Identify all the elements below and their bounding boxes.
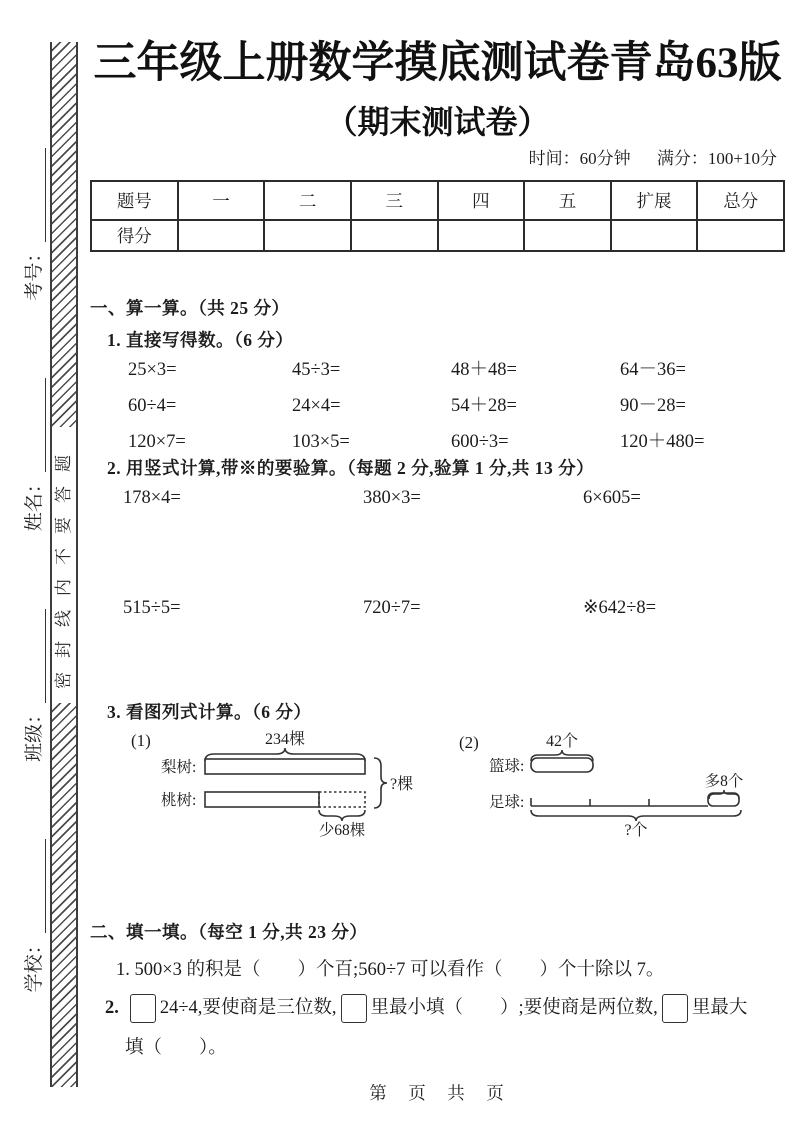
- sub1-heading: 1. 直接写得数。（6 分）: [107, 330, 294, 350]
- score-blank-cell: [178, 220, 265, 251]
- column-calc-row-2: [90, 596, 785, 620]
- page-footer: 第 页 共 页: [369, 1083, 506, 1103]
- score-blank-cell: [438, 220, 525, 251]
- item2-segment-2: 里最小填（ ）;要使商是两位数,: [370, 998, 658, 1018]
- score-blank-cell: [611, 220, 698, 251]
- math-problem: ※642÷8=: [583, 598, 657, 618]
- math-problem: 45÷3=: [292, 360, 341, 380]
- score-table-header-row: [91, 181, 784, 220]
- digit-blank-box-1: [130, 994, 156, 1023]
- peach-tree-bar-dashed: [319, 792, 365, 807]
- football-extra-box: [708, 793, 739, 806]
- pear-tree-bar: [205, 759, 365, 774]
- field-exam-number-label: 考号：: [23, 243, 45, 301]
- sub3-heading: 3. 看图列式计算。（6 分）: [107, 702, 312, 722]
- score-column-header: 五: [524, 181, 611, 220]
- field-name-blank-line: [23, 378, 46, 472]
- math-problem: 120×7=: [128, 432, 186, 452]
- diagram-balls: [451, 728, 781, 840]
- item2-number: 2.: [105, 998, 119, 1018]
- seal-hatch-top: [52, 42, 76, 427]
- seal-hatch-bottom: [52, 703, 76, 1088]
- seal-text: 密封线内不要答题: [54, 440, 73, 689]
- fill-blank-item-2-continuation: 填（ ）。: [125, 1038, 227, 1058]
- math-problem: 120＋480=: [620, 432, 705, 452]
- score-blank-cell: [264, 220, 351, 251]
- field-name: [19, 378, 46, 531]
- math-problem: 103×5=: [292, 432, 350, 452]
- diagram2-question-label: ?个: [624, 822, 648, 839]
- score-table: [90, 180, 785, 252]
- overbrace-more8: [709, 790, 739, 799]
- seal-line-band: [50, 42, 78, 1087]
- underbrace-less: [319, 810, 365, 821]
- score-blank-cell: [351, 220, 438, 251]
- peach-tree-label: 桃树:: [161, 792, 197, 809]
- sub2-heading: 2. 用竖式计算,带※的要验算。（每题 2 分,验算 1 分,共 13 分）: [107, 458, 595, 478]
- math-problem: 720÷7=: [363, 598, 421, 618]
- diagram1-diff-label: 少68棵: [318, 822, 366, 839]
- score-column-header: 四: [438, 181, 525, 220]
- page-subtitle: （期末测试卷）: [325, 104, 550, 140]
- section-two-heading: 二、填一填。（每空 1 分,共 23 分）: [90, 922, 368, 942]
- time-limit: 时间：60分钟: [528, 149, 631, 168]
- peach-tree-bar-solid: [205, 792, 319, 807]
- diagram-trees: [131, 728, 431, 840]
- main-content: [90, 0, 785, 1060]
- full-score: 满分：100+10分: [656, 149, 777, 168]
- score-column-header: 扩展: [611, 181, 698, 220]
- pear-tree-label: 梨树:: [161, 759, 197, 776]
- math-problem: 600÷3=: [451, 432, 509, 452]
- right-brace-total: [374, 758, 387, 808]
- fill-blank-item-2: [105, 992, 785, 1024]
- math-problem: 24×4=: [292, 396, 341, 416]
- score-table-corner-label: 题号: [91, 181, 178, 220]
- diagram1-total-label: 234棵: [264, 731, 306, 748]
- diagram2-index: (2): [459, 733, 479, 752]
- field-school-label: 学校：: [23, 935, 45, 993]
- more-count-label: 多8个: [704, 773, 744, 790]
- fill-blank-item-1: 1. 500×3 的积是（ ）个百;560÷7 可以看作（ ）个十除以 7。: [116, 960, 665, 980]
- field-school-blank-line: [23, 839, 46, 933]
- math-problem: 48＋48=: [451, 360, 517, 380]
- math-problem: 178×4=: [123, 488, 181, 508]
- field-name-label: 姓名：: [23, 474, 45, 532]
- football-bar-line: [531, 798, 708, 806]
- diagram1-question-label: ?棵: [390, 776, 414, 793]
- field-exam-number-blank-line: [23, 148, 46, 242]
- score-column-header: 一: [178, 181, 265, 220]
- score-blank-cell: [697, 220, 784, 251]
- score-blank-cell: [524, 220, 611, 251]
- oral-calculation-grid: [90, 358, 785, 454]
- score-column-header: 总分: [697, 181, 784, 220]
- football-label: 足球:: [489, 794, 525, 811]
- math-problem: 90－28=: [620, 396, 686, 416]
- item2-segment-1: 24÷4,要使商是三位数,: [159, 998, 337, 1018]
- score-row-label: 得分: [91, 220, 178, 251]
- math-problem: 54＋28=: [451, 396, 517, 416]
- basketball-count-label: 42个: [545, 733, 579, 750]
- math-problem: 380×3=: [363, 488, 421, 508]
- column-calc-row-1: [90, 486, 785, 510]
- score-table-score-row: [91, 220, 784, 251]
- item2-segment-3: 里最大: [691, 998, 748, 1018]
- math-problem: 60÷4=: [128, 396, 177, 416]
- student-info-fields: [10, 70, 54, 1070]
- field-school: [19, 839, 46, 992]
- seal-text-wrap: [52, 427, 76, 703]
- page-title: 三年级上册数学摸底测试卷青岛63版: [93, 40, 782, 87]
- math-problem: 515÷5=: [123, 598, 181, 618]
- math-problem: 25×3=: [128, 360, 177, 380]
- math-problem: 64－36=: [620, 360, 686, 380]
- overbrace-42: [531, 750, 593, 761]
- section-one-heading: 一、算一算。（共 25 分）: [90, 298, 290, 318]
- score-column-header: 二: [264, 181, 351, 220]
- basketball-label: 篮球:: [489, 758, 525, 775]
- digit-blank-box-2: [341, 994, 367, 1023]
- basketball-bar: [531, 758, 593, 772]
- score-column-header: 三: [351, 181, 438, 220]
- field-exam-number: [19, 148, 46, 301]
- math-problem: 6×605=: [583, 488, 641, 508]
- picture-problems: [90, 728, 785, 846]
- exam-meta: [90, 148, 785, 170]
- diagram1-index: (1): [131, 731, 151, 750]
- underbrace-total: [531, 810, 741, 821]
- field-class-blank-line: [23, 609, 46, 703]
- field-class: [19, 609, 46, 762]
- digit-blank-box-3: [662, 994, 688, 1023]
- field-class-label: 班级：: [23, 704, 45, 762]
